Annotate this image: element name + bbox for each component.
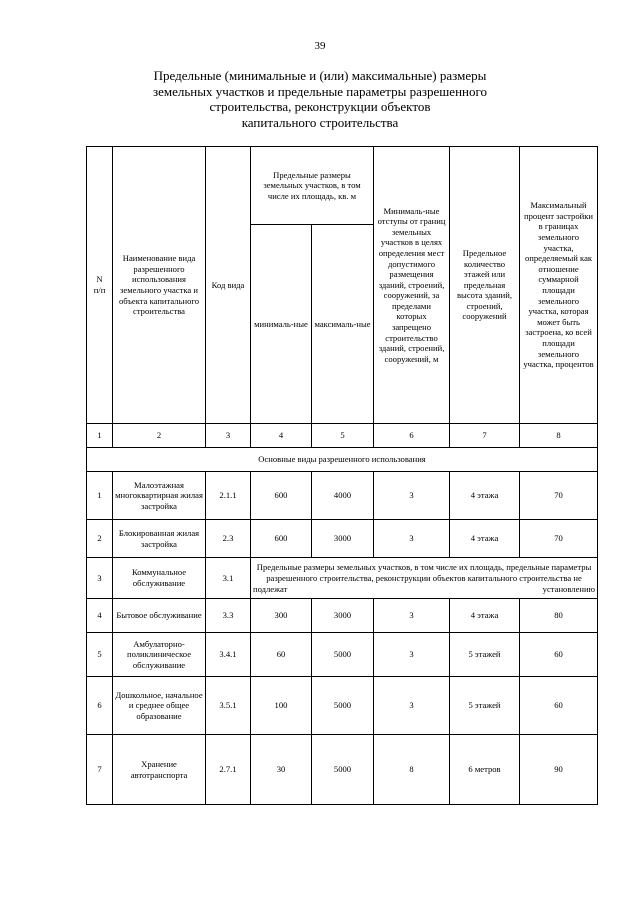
row-num: 2 xyxy=(87,520,113,558)
row-setback: 3 xyxy=(374,520,450,558)
row-min: 100 xyxy=(251,677,312,735)
row-num: 1 xyxy=(87,472,113,520)
table-row xyxy=(87,633,598,677)
row-min: 30 xyxy=(251,735,312,805)
row-code: 3.3 xyxy=(206,599,251,633)
column-number: 8 xyxy=(520,424,598,448)
row-max: 3000 xyxy=(312,599,374,633)
row-setback: 3 xyxy=(374,677,450,735)
row-min: 600 xyxy=(251,472,312,520)
row-name: Амбулаторно-поликлиническое обслуживание xyxy=(113,633,206,677)
row-name: Коммунальное обслуживание xyxy=(113,558,206,599)
row-setback: 3 xyxy=(374,472,450,520)
column-number: 2 xyxy=(113,424,206,448)
column-number: 6 xyxy=(374,424,450,448)
row-floors: 4 этажа xyxy=(450,520,520,558)
row-name: Малоэтажная многоквартирная жилая застройка xyxy=(113,472,206,520)
row-setback: 3 xyxy=(374,633,450,677)
row-min: 300 xyxy=(251,599,312,633)
header-setbacks: Минималь-ные отступы от границ земельных участков в целях определения мест допустимого размещения зданий, строений, сооружений, за пределами которых запрещено строительство зданий, строений, сооружений, м xyxy=(374,147,450,424)
row-num: 6 xyxy=(87,677,113,735)
row-min: 60 xyxy=(251,633,312,677)
row-setback: 3 xyxy=(374,599,450,633)
header-floors: Предельное количество этажей или предельная высота зданий, строений, сооружений xyxy=(450,147,520,424)
header-max: максималь-ные xyxy=(312,225,374,424)
column-number-row xyxy=(87,424,598,448)
row-floors: 5 этажей xyxy=(450,677,520,735)
header-min: минималь-ные xyxy=(251,225,312,424)
row-code: 2.7.1 xyxy=(206,735,251,805)
title-line: строительства, реконструкции объектов xyxy=(209,99,431,114)
table-row xyxy=(87,677,598,735)
page-number: 39 xyxy=(314,40,326,52)
row-code: 2.1.1 xyxy=(206,472,251,520)
column-number: 7 xyxy=(450,424,520,448)
row-merged-note: Предельные размеры земельных участков, в том числе их площадь, предельные параметры разрешенного строительства, реконструкции объектов капитального строительства не подлежат установлению xyxy=(251,558,598,599)
header-code: Код вида xyxy=(206,147,251,424)
row-name: Дошкольное, начальное и среднее общее образование xyxy=(113,677,206,735)
row-floors: 5 этажей xyxy=(450,633,520,677)
row-max: 5000 xyxy=(312,677,374,735)
row-max: 5000 xyxy=(312,633,374,677)
row-code: 3.5.1 xyxy=(206,677,251,735)
section-row xyxy=(87,448,598,472)
row-code: 3.1 xyxy=(206,558,251,599)
row-floors: 4 этажа xyxy=(450,472,520,520)
row-floors: 4 этажа xyxy=(450,599,520,633)
row-num: 7 xyxy=(87,735,113,805)
row-coverage: 70 xyxy=(520,520,598,558)
table-row xyxy=(87,472,598,520)
document-title xyxy=(120,68,520,130)
table-row xyxy=(87,558,598,599)
row-min: 600 xyxy=(251,520,312,558)
row-floors: 6 метров xyxy=(450,735,520,805)
row-max: 3000 xyxy=(312,520,374,558)
header-sizes-group: Предельные размеры земельных участков, в том числе их площадь, кв. м xyxy=(251,147,374,225)
section-title: Основные виды разрешенного использования xyxy=(87,448,598,472)
column-number: 3 xyxy=(206,424,251,448)
column-number: 4 xyxy=(251,424,312,448)
table-row xyxy=(87,520,598,558)
title-line: капитального строительства xyxy=(241,114,399,130)
header-coverage: Максимальный процент застройки в границах земельного участка, определяемый как отношение суммарной площади земельного участка, которая может быть застроена, ко всей площади земельного участка, процентов xyxy=(520,147,598,424)
row-coverage: 60 xyxy=(520,677,598,735)
row-max: 4000 xyxy=(312,472,374,520)
row-code: 3.4.1 xyxy=(206,633,251,677)
row-code: 2.3 xyxy=(206,520,251,558)
row-name: Блокированная жилая застройка xyxy=(113,520,206,558)
row-num: 4 xyxy=(87,599,113,633)
parameters-table xyxy=(86,146,598,805)
row-num: 3 xyxy=(87,558,113,599)
table-row xyxy=(87,599,598,633)
column-number: 1 xyxy=(87,424,113,448)
header-name: Наименование вида разрешенного использования земельного участка и объекта капитального строительства xyxy=(113,147,206,424)
row-coverage: 90 xyxy=(520,735,598,805)
title-line: Предельные (минимальные и (или) максимальные) размеры xyxy=(153,68,487,83)
row-name: Хранение автотранспорта xyxy=(113,735,206,805)
table-row xyxy=(87,735,598,805)
title-line: земельных участков и предельные параметры разрешенного xyxy=(152,83,488,99)
row-coverage: 80 xyxy=(520,599,598,633)
row-coverage: 60 xyxy=(520,633,598,677)
column-number: 5 xyxy=(312,424,374,448)
row-name: Бытовое обслуживание xyxy=(113,599,206,633)
row-max: 5000 xyxy=(312,735,374,805)
row-coverage: 70 xyxy=(520,472,598,520)
header-num: N п/п xyxy=(87,147,113,424)
row-num: 5 xyxy=(87,633,113,677)
row-setback: 8 xyxy=(374,735,450,805)
